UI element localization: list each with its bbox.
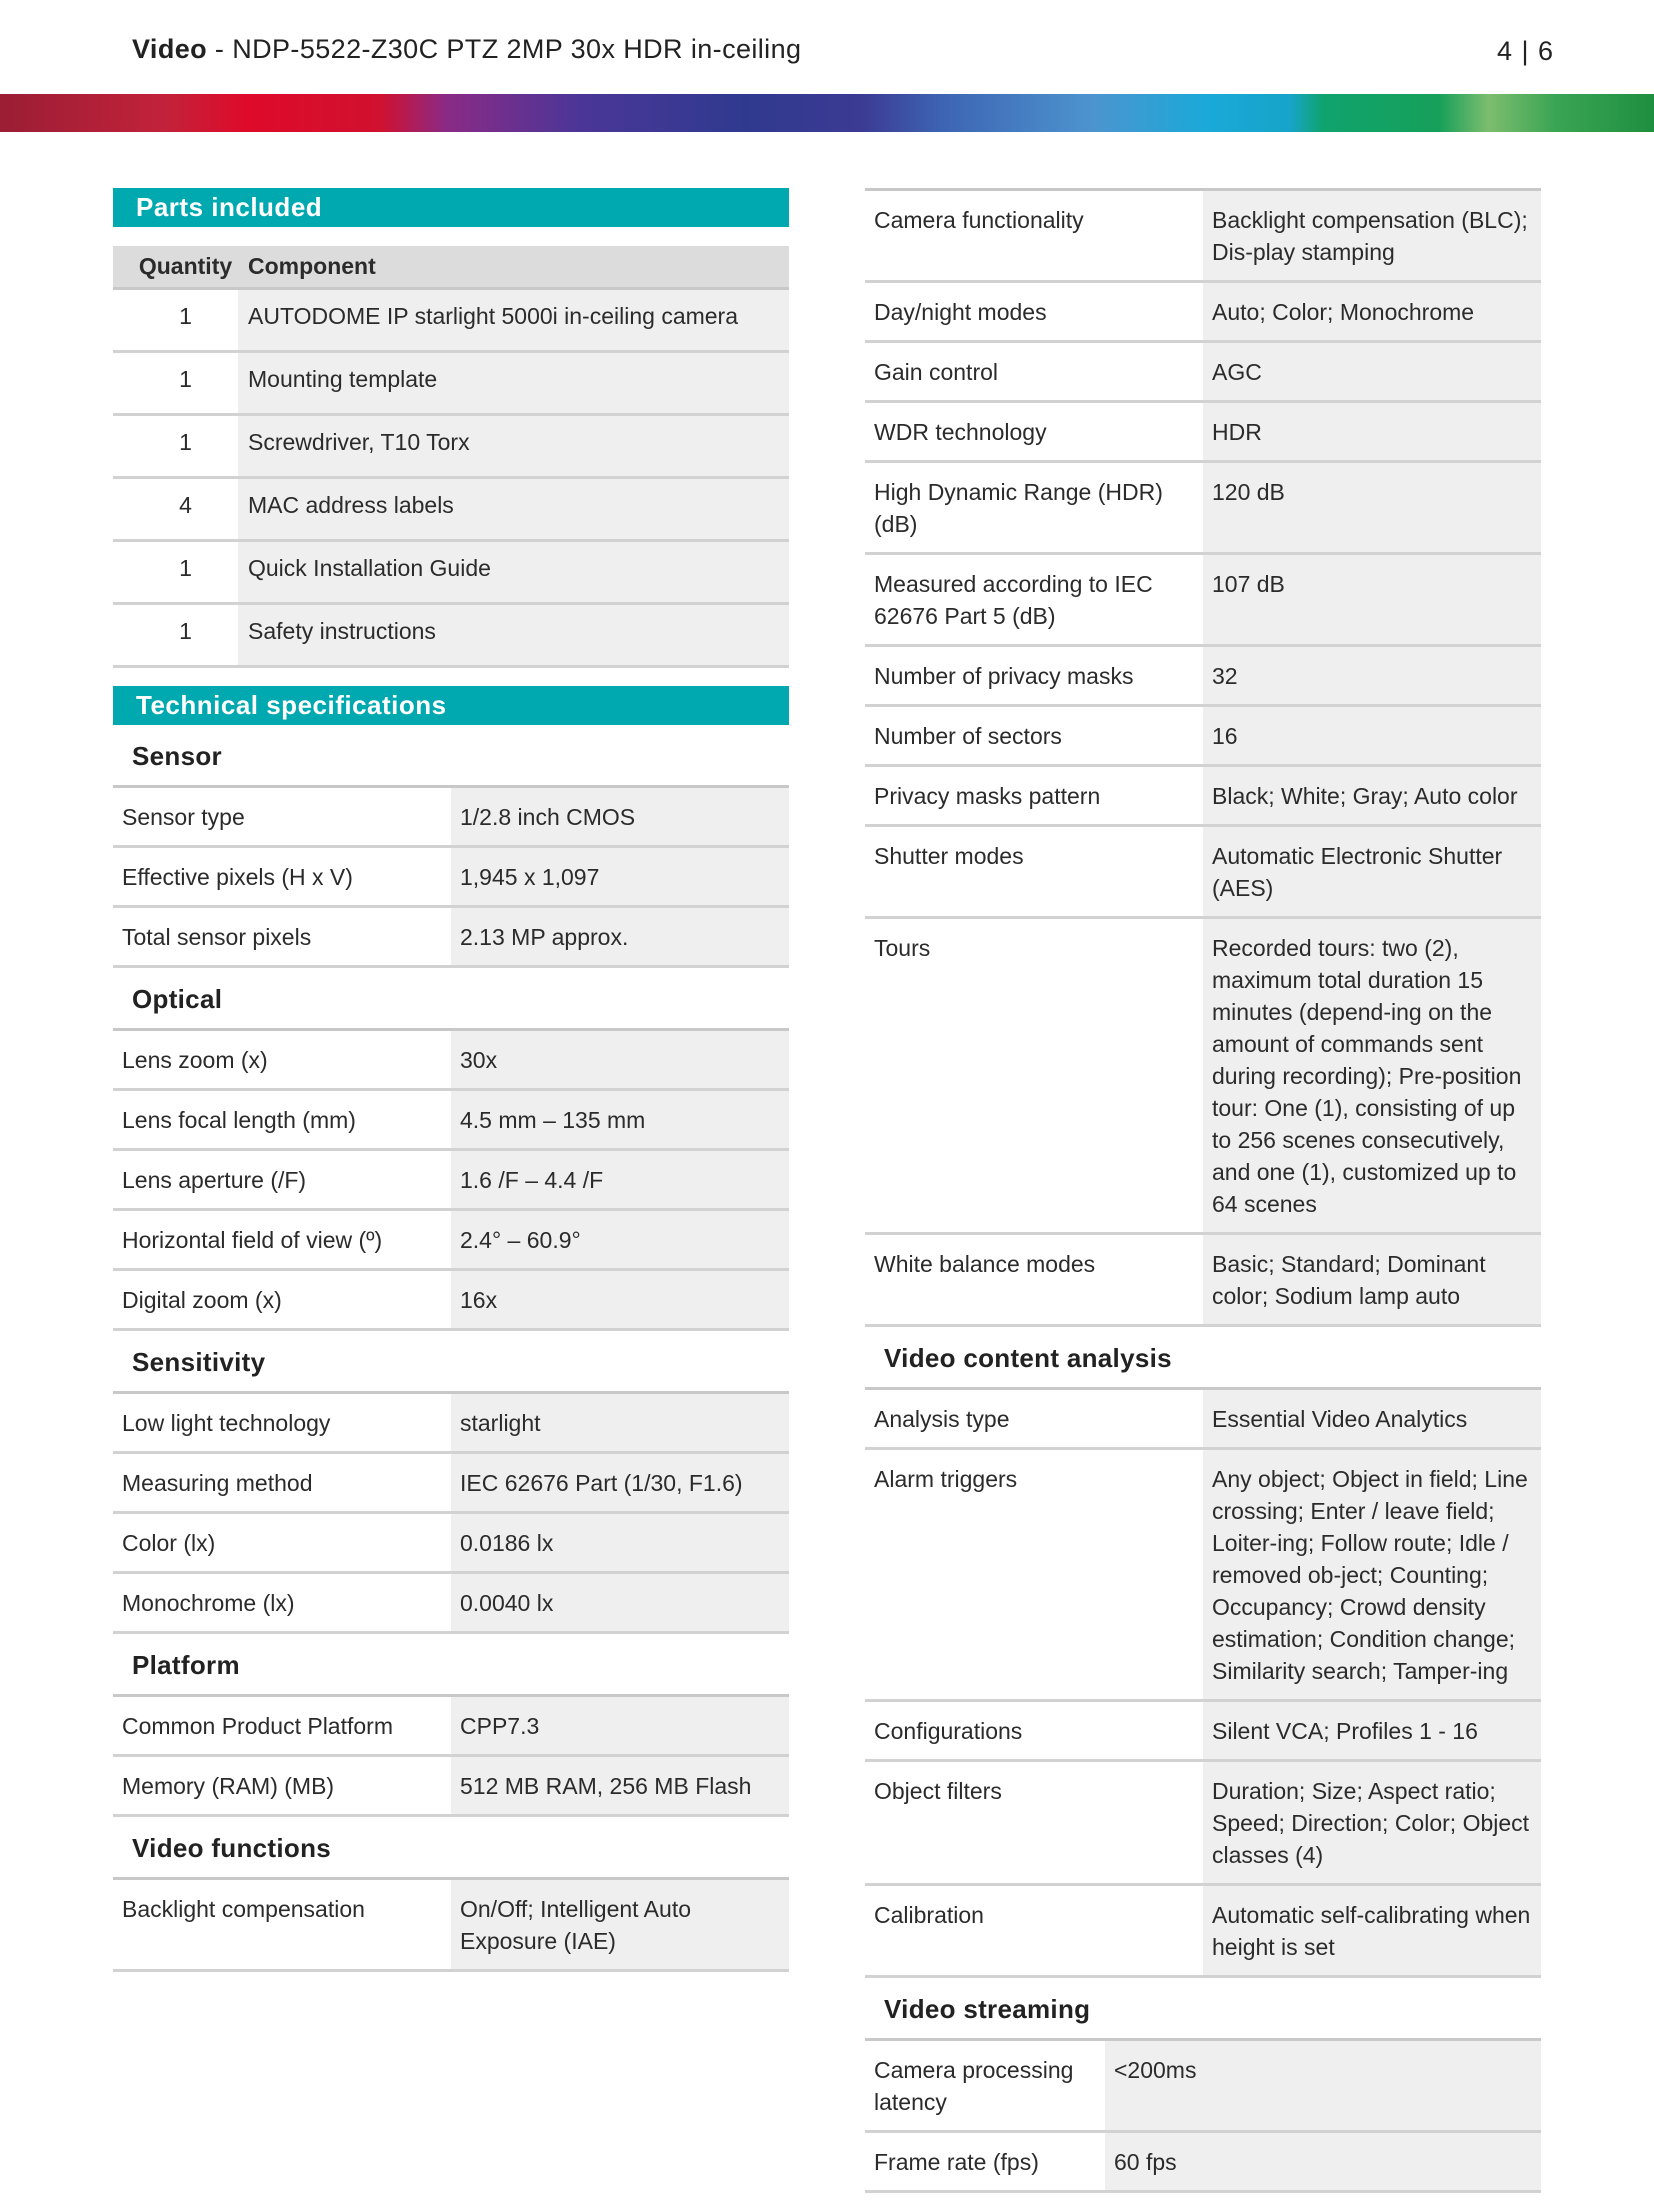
spec-value: CPP7.3 [451,1697,789,1756]
spec-row [865,554,1541,646]
sensor-subheading: Sensor [113,725,789,788]
spec-row [113,846,789,906]
spec-value: 120 dB [1203,462,1541,554]
spec-value: Basic; Standard; Dominant color; Sodium lamp auto [1203,1234,1541,1326]
vca-spec-table [865,1390,1541,1978]
spec-value: HDR [1203,402,1541,462]
spec-row [865,646,1541,706]
quantity-cell: 4 [113,477,238,540]
left-column [113,188,789,1972]
spec-row [113,1452,789,1512]
table-row [113,288,789,351]
spec-value: 16 [1203,706,1541,766]
video-functions-subheading: Video functions [113,1817,789,1880]
spec-row [865,1761,1541,1885]
spec-row [113,788,789,847]
spec-row [865,402,1541,462]
spec-row [865,918,1541,1234]
column-header-component: Component [238,246,789,288]
spec-row [865,462,1541,554]
spec-label: Low light technology [113,1394,451,1453]
spec-row [865,1390,1541,1449]
spec-row [113,1572,789,1632]
spec-row [113,1269,789,1329]
spec-row [865,2041,1541,2132]
spec-value: Recorded tours: two (2), maximum total duration 15 minutes (depend-ing on the amount of commands sent during recording); Pre-position tour: One (1), consisting of up to 256 scenes consecutively, and one (1), customized up to 64 scenes [1203,918,1541,1234]
spec-value: 32 [1203,646,1541,706]
spec-row [113,1697,789,1756]
table-row [113,414,789,477]
document-title [132,34,801,65]
spec-value: 4.5 mm – 135 mm [451,1089,789,1149]
title-product: - NDP-5522-Z30C PTZ 2MP 30x HDR in-ceiling [207,34,802,64]
sensitivity-subheading: Sensitivity [113,1331,789,1394]
spec-row [113,1089,789,1149]
table-row [113,351,789,414]
quantity-cell: 1 [113,603,238,666]
right-column [865,188,1541,2193]
spec-label: Digital zoom (x) [113,1269,451,1329]
spec-value: 30x [451,1031,789,1090]
spec-value: Black; White; Gray; Auto color [1203,766,1541,826]
spec-value: 2.13 MP approx. [451,906,789,966]
spec-value: 2.4° – 60.9° [451,1209,789,1269]
spec-row [865,1449,1541,1701]
component-cell: AUTODOME IP starlight 5000i in-ceiling camera [238,288,789,351]
spec-value: 0.0040 lx [451,1572,789,1632]
spec-value: Any object; Object in field; Line crossing; Enter / leave field; Loiter-ing; Follow route; Idle / removed ob-ject; Counting; Occupancy; Crowd density estimation; Condition change; Similarity search; Tamper-ing [1203,1449,1541,1701]
spec-label: Memory (RAM) (MB) [113,1755,451,1815]
spec-value: 1,945 x 1,097 [451,846,789,906]
spec-row [113,1512,789,1572]
component-cell: Safety instructions [238,603,789,666]
spec-value: On/Off; Intelligent Auto Exposure (IAE) [451,1880,789,1971]
spec-row [113,1880,789,1971]
spec-label: Shutter modes [865,826,1203,918]
spec-row [113,1031,789,1090]
spec-label: Object filters [865,1761,1203,1885]
spec-value: 0.0186 lx [451,1512,789,1572]
quantity-cell: 1 [113,540,238,603]
spec-row [113,1394,789,1453]
spec-label: Number of privacy masks [865,646,1203,706]
spec-label: Lens zoom (x) [113,1031,451,1090]
page-number: 4 | 6 [1496,36,1554,66]
spec-value: 107 dB [1203,554,1541,646]
spec-row [865,1234,1541,1326]
spec-label: Day/night modes [865,282,1203,342]
spec-row [113,1209,789,1269]
page-header [0,0,1654,94]
table-row [113,603,789,666]
spec-row [865,1701,1541,1761]
video-functions-spec-table [113,1880,789,1972]
spec-label: Monochrome (lx) [113,1572,451,1632]
camera-spec-table [865,188,1541,1327]
spec-label: Backlight compensation [113,1880,451,1971]
spec-value: Essential Video Analytics [1203,1390,1541,1449]
spec-label: High Dynamic Range (HDR) (dB) [865,462,1203,554]
spec-label: Calibration [865,1885,1203,1977]
spec-row [113,906,789,966]
spec-label: Analysis type [865,1390,1203,1449]
spec-value: 512 MB RAM, 256 MB Flash [451,1755,789,1815]
spec-value: Automatic self-calibrating when height is set [1203,1885,1541,1977]
platform-spec-table [113,1697,789,1817]
spec-label: Horizontal field of view (º) [113,1209,451,1269]
spec-row [865,826,1541,918]
spec-label: WDR technology [865,402,1203,462]
sensitivity-spec-table [113,1394,789,1634]
table-row [113,540,789,603]
spec-label: Effective pixels (H x V) [113,846,451,906]
title-category: Video [132,34,208,64]
spec-label: Camera functionality [865,190,1203,282]
platform-subheading: Platform [113,1634,789,1697]
optical-spec-table [113,1031,789,1331]
spec-value: AGC [1203,342,1541,402]
spec-row [865,190,1541,282]
spec-row [865,766,1541,826]
video-content-analysis-subheading: Video content analysis [865,1327,1541,1390]
spec-label: Common Product Platform [113,1697,451,1756]
video-streaming-subheading: Video streaming [865,1978,1541,2041]
component-cell: Screwdriver, T10 Torx [238,414,789,477]
component-cell: Quick Installation Guide [238,540,789,603]
technical-specifications-heading: Technical specifications [113,686,789,725]
spec-label: Privacy masks pattern [865,766,1203,826]
spec-label: Alarm triggers [865,1449,1203,1701]
spec-label: Configurations [865,1701,1203,1761]
spec-value: <200ms [1105,2041,1541,2132]
streaming-spec-table [865,2041,1541,2193]
spec-row [865,1885,1541,1977]
sensor-spec-table [113,788,789,968]
spec-label: Measuring method [113,1452,451,1512]
component-cell: MAC address labels [238,477,789,540]
spec-value: Automatic Electronic Shutter (AES) [1203,826,1541,918]
spec-value: starlight [451,1394,789,1453]
quantity-cell: 1 [113,351,238,414]
spec-label: Tours [865,918,1203,1234]
spec-label: Sensor type [113,788,451,847]
spec-label: White balance modes [865,1234,1203,1326]
spec-label: Lens aperture (/F) [113,1149,451,1209]
parts-table-header [113,246,789,288]
brand-color-bar [0,94,1654,132]
spec-row [113,1149,789,1209]
spec-value: 1/2.8 inch CMOS [451,788,789,847]
table-row [113,477,789,540]
component-cell: Mounting template [238,351,789,414]
spec-label: Lens focal length (mm) [113,1089,451,1149]
spec-value: IEC 62676 Part (1/30, F1.6) [451,1452,789,1512]
spec-label: Color (lx) [113,1512,451,1572]
parts-table [113,246,789,668]
parts-included-heading: Parts included [113,188,789,227]
spec-row [865,2132,1541,2192]
spec-label: Number of sectors [865,706,1203,766]
spec-value: 60 fps [1105,2132,1541,2192]
optical-subheading: Optical [113,968,789,1031]
spec-row [865,706,1541,766]
column-header-quantity: Quantity [113,246,238,288]
spec-row [113,1755,789,1815]
spec-label: Frame rate (fps) [865,2132,1105,2192]
spec-label: Total sensor pixels [113,906,451,966]
quantity-cell: 1 [113,414,238,477]
quantity-cell: 1 [113,288,238,351]
spec-value: 1.6 /F – 4.4 /F [451,1149,789,1209]
spec-row [865,282,1541,342]
spec-value: Backlight compensation (BLC); Dis-play stamping [1203,190,1541,282]
spec-value: 16x [451,1269,789,1329]
spec-value: Auto; Color; Monochrome [1203,282,1541,342]
spec-label: Measured according to IEC 62676 Part 5 (dB) [865,554,1203,646]
spec-row [865,342,1541,402]
spec-value: Silent VCA; Profiles 1 - 16 [1203,1701,1541,1761]
spec-label: Gain control [865,342,1203,402]
spec-label: Camera processing latency [865,2041,1105,2132]
spec-value: Duration; Size; Aspect ratio; Speed; Direction; Color; Object classes (4) [1203,1761,1541,1885]
